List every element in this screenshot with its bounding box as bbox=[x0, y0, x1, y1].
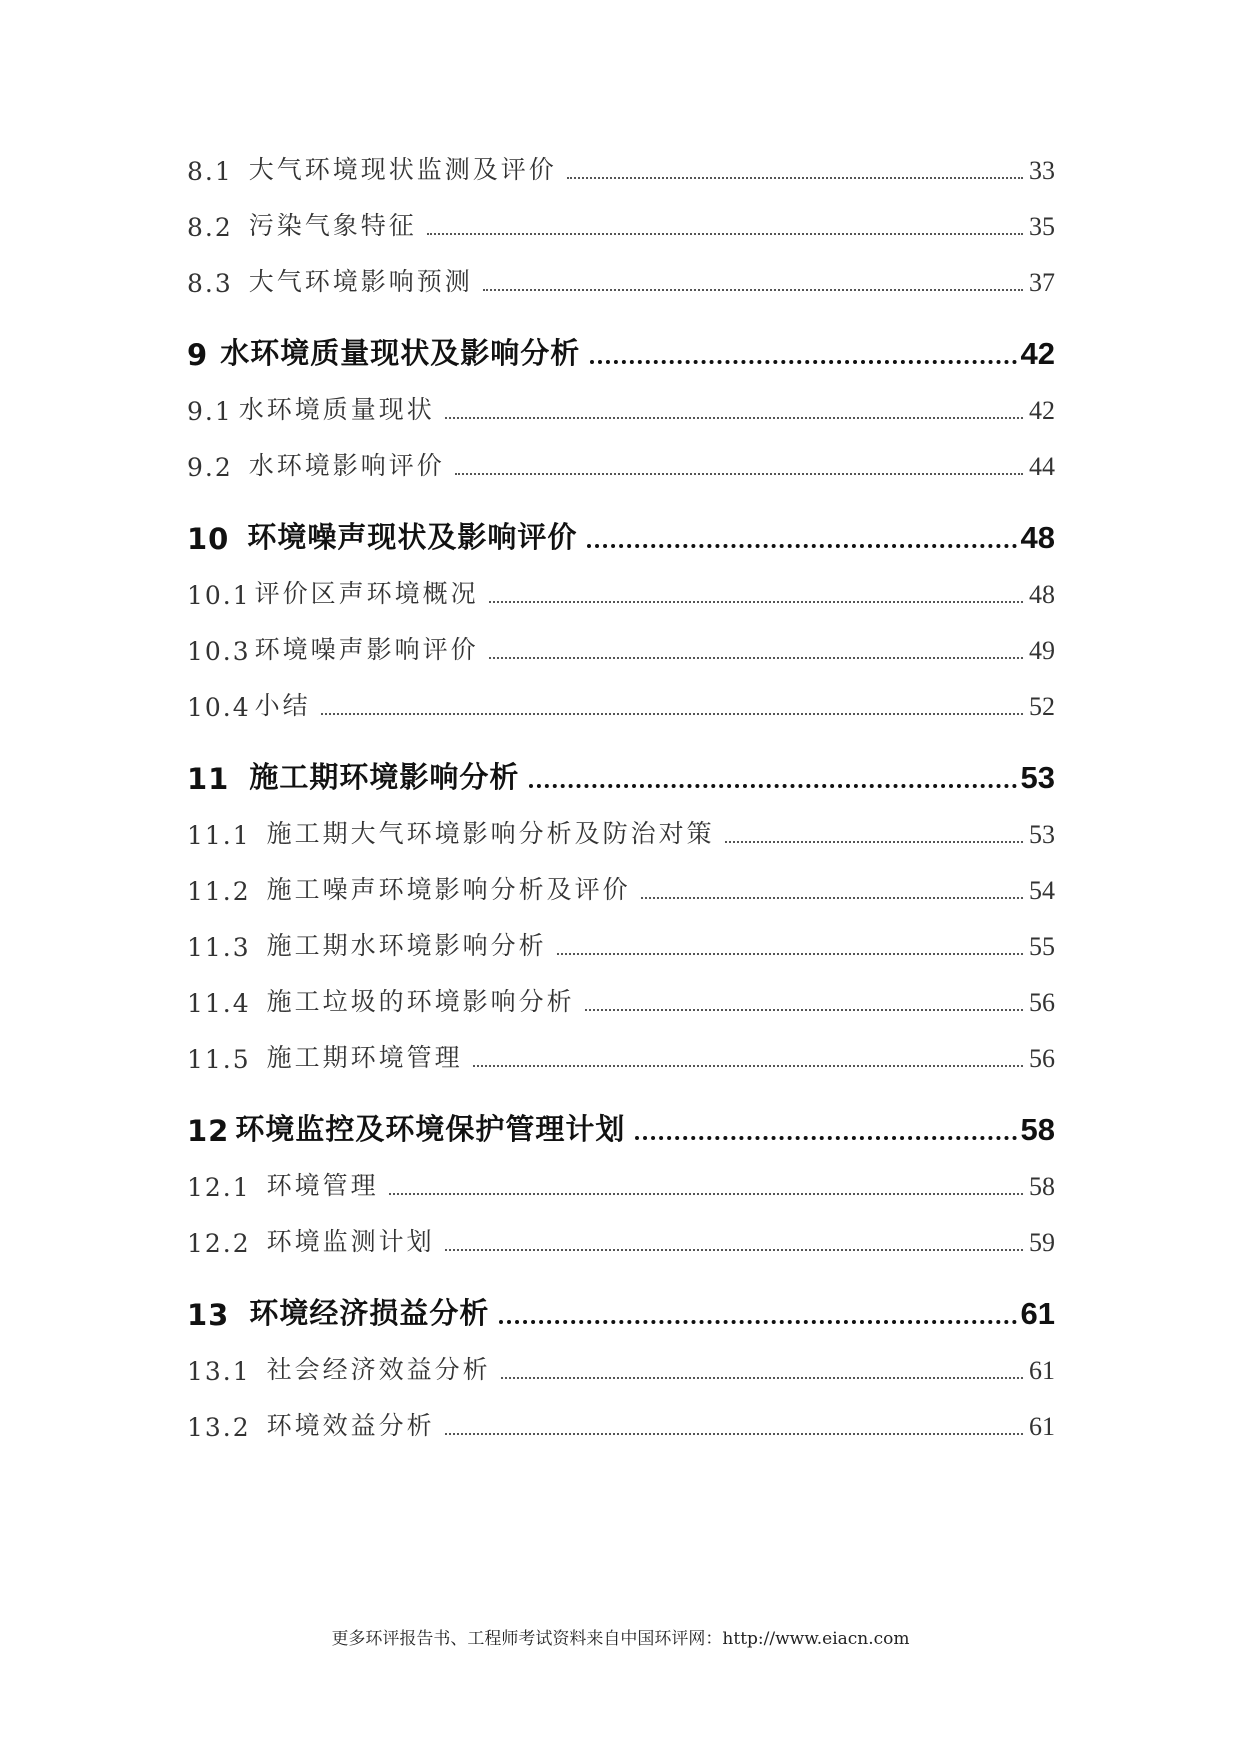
toc-entry-page: 37 bbox=[1029, 268, 1055, 297]
toc-entry-number: 11.2 bbox=[187, 877, 251, 906]
toc-entry-page: 54 bbox=[1029, 876, 1055, 905]
dot-leader bbox=[557, 953, 1023, 955]
dot-leader bbox=[321, 713, 1023, 715]
toc-entry-title: 施工噪声环境影响分析及评价 bbox=[266, 875, 631, 904]
toc-entry-page: 59 bbox=[1029, 1228, 1055, 1257]
toc-entry-number: 11.1 bbox=[187, 821, 251, 850]
toc-chapter-12[interactable] bbox=[187, 1104, 1055, 1148]
toc-entry-title: 小结 bbox=[254, 691, 311, 720]
toc-chapter-number: 11 bbox=[187, 762, 230, 796]
dot-leader bbox=[635, 1136, 1016, 1140]
toc-entry-number: 11.4 bbox=[187, 989, 251, 1018]
toc-entry-11-1[interactable] bbox=[187, 814, 1055, 850]
dot-leader bbox=[489, 601, 1023, 603]
toc-chapter-number: 12 bbox=[187, 1114, 230, 1148]
toc-entry-title: 施工期大气环境影响分析及防治对策 bbox=[266, 819, 715, 848]
toc-chapter-title: 环境监控及环境保护管理计划 bbox=[235, 1112, 626, 1146]
dot-leader bbox=[483, 289, 1023, 291]
dot-leader bbox=[590, 360, 1016, 364]
toc-entry-title: 施工期环境管理 bbox=[266, 1043, 463, 1072]
dot-leader bbox=[725, 841, 1023, 843]
toc-chapter-9[interactable] bbox=[187, 328, 1055, 372]
toc-entry-10-4[interactable] bbox=[187, 686, 1055, 722]
toc-entry-title: 社会经济效益分析 bbox=[266, 1355, 491, 1384]
toc-entry-number: 11.5 bbox=[187, 1045, 251, 1074]
dot-leader bbox=[587, 544, 1016, 548]
dot-leader bbox=[445, 1433, 1023, 1435]
toc-entry-page: 55 bbox=[1029, 932, 1055, 961]
toc-chapter-title: 施工期环境影响分析 bbox=[249, 760, 520, 794]
toc-entry-9-2[interactable] bbox=[187, 446, 1055, 482]
toc-entry-number: 12.2 bbox=[187, 1229, 251, 1258]
page-footer: 更多环评报告书、工程师考试资料来自中国环评网：http://www.eiacn.com bbox=[331, 1629, 910, 1649]
toc-entry-9-1[interactable] bbox=[187, 390, 1055, 426]
toc-entry-page: 56 bbox=[1029, 1044, 1055, 1073]
toc-entry-page: 49 bbox=[1029, 636, 1055, 665]
toc-entry-title: 水环境质量现状 bbox=[238, 395, 435, 424]
dot-leader bbox=[455, 473, 1023, 475]
toc-entry-number: 9.2 bbox=[187, 453, 233, 482]
toc-entry-8-3[interactable] bbox=[187, 262, 1055, 298]
toc-chapter-title: 水环境质量现状及影响分析 bbox=[220, 336, 581, 370]
dot-leader bbox=[567, 177, 1023, 179]
toc-entry-page: 61 bbox=[1029, 1412, 1055, 1441]
toc-entry-page: 35 bbox=[1029, 212, 1055, 241]
toc-entry-number: 11.3 bbox=[187, 933, 251, 962]
toc-entry-title: 大气环境现状监测及评价 bbox=[248, 155, 557, 184]
toc-entry-number: 13.2 bbox=[187, 1413, 251, 1442]
dot-leader bbox=[427, 233, 1023, 235]
toc-chapter-number: 9 bbox=[187, 338, 209, 372]
toc-entry-12-2[interactable] bbox=[187, 1222, 1055, 1258]
toc-entry-page: 33 bbox=[1029, 156, 1055, 185]
toc-entry-number: 8.1 bbox=[187, 157, 233, 186]
dot-leader bbox=[529, 784, 1016, 788]
toc-entry-title: 环境效益分析 bbox=[266, 1411, 435, 1440]
toc-chapter-page: 58 bbox=[1020, 1112, 1055, 1147]
toc-chapter-number: 10 bbox=[187, 522, 230, 556]
dot-leader bbox=[501, 1377, 1023, 1379]
dot-leader bbox=[473, 1065, 1023, 1067]
toc-entry-number: 9.1 bbox=[187, 397, 233, 426]
toc-entry-number: 8.2 bbox=[187, 213, 233, 242]
dot-leader bbox=[499, 1320, 1016, 1324]
toc-entry-13-1[interactable] bbox=[187, 1350, 1055, 1386]
dot-leader bbox=[489, 657, 1023, 659]
toc-entry-number: 8.3 bbox=[187, 269, 233, 298]
toc-entry-8-1[interactable] bbox=[187, 150, 1055, 186]
toc-chapter-10[interactable] bbox=[187, 512, 1055, 556]
toc-entry-title: 评价区声环境概况 bbox=[254, 579, 479, 608]
dot-leader bbox=[585, 1009, 1023, 1011]
toc-entry-title: 环境管理 bbox=[266, 1171, 379, 1200]
toc-entry-11-5[interactable] bbox=[187, 1038, 1055, 1074]
toc-chapter-11[interactable] bbox=[187, 752, 1055, 796]
toc-entry-title: 污染气象特征 bbox=[248, 211, 417, 240]
toc-entry-number: 10.3 bbox=[187, 637, 251, 666]
toc-entry-page: 42 bbox=[1029, 396, 1055, 425]
toc-entry-title: 大气环境影响预测 bbox=[248, 267, 473, 296]
toc-entry-page: 44 bbox=[1029, 452, 1055, 481]
toc-entry-page: 52 bbox=[1029, 692, 1055, 721]
toc-chapter-title: 环境经济损益分析 bbox=[249, 1296, 490, 1330]
toc-entry-10-3[interactable] bbox=[187, 630, 1055, 666]
toc-entry-number: 10.1 bbox=[187, 581, 251, 610]
toc-chapter-13[interactable] bbox=[187, 1288, 1055, 1332]
dot-leader bbox=[445, 1249, 1023, 1251]
dot-leader bbox=[641, 897, 1023, 899]
toc-entry-title: 环境监测计划 bbox=[266, 1227, 435, 1256]
toc-chapter-page: 53 bbox=[1020, 760, 1055, 795]
toc-entry-title: 施工期水环境影响分析 bbox=[266, 931, 547, 960]
toc-entry-11-3[interactable] bbox=[187, 926, 1055, 962]
toc-chapter-page: 48 bbox=[1020, 520, 1055, 555]
toc-chapter-page: 61 bbox=[1020, 1296, 1055, 1331]
toc-entry-page: 53 bbox=[1029, 820, 1055, 849]
toc-chapter-page: 42 bbox=[1020, 336, 1055, 371]
toc-entry-11-4[interactable] bbox=[187, 982, 1055, 1018]
toc-entry-number: 12.1 bbox=[187, 1173, 251, 1202]
toc-chapter-number: 13 bbox=[187, 1298, 230, 1332]
dot-leader bbox=[389, 1193, 1023, 1195]
toc-chapter-title: 环境噪声现状及影响评价 bbox=[247, 520, 578, 554]
dot-leader bbox=[445, 417, 1023, 419]
toc-entry-11-2[interactable] bbox=[187, 870, 1055, 906]
toc-entry-12-1[interactable] bbox=[187, 1166, 1055, 1202]
toc-entry-number: 10.4 bbox=[187, 693, 251, 722]
toc-entry-13-2[interactable] bbox=[187, 1406, 1055, 1442]
toc-entry-10-1[interactable] bbox=[187, 574, 1055, 610]
toc-entry-8-2[interactable] bbox=[187, 206, 1055, 242]
toc-entry-title: 环境噪声影响评价 bbox=[254, 635, 479, 664]
toc-entry-page: 56 bbox=[1029, 988, 1055, 1017]
toc-entry-number: 13.1 bbox=[187, 1357, 251, 1386]
toc-entry-title: 施工垃圾的环境影响分析 bbox=[266, 987, 575, 1016]
toc-entry-page: 61 bbox=[1029, 1356, 1055, 1385]
toc-entry-page: 58 bbox=[1029, 1172, 1055, 1201]
toc-entry-title: 水环境影响评价 bbox=[248, 451, 445, 480]
toc-entry-page: 48 bbox=[1029, 580, 1055, 609]
